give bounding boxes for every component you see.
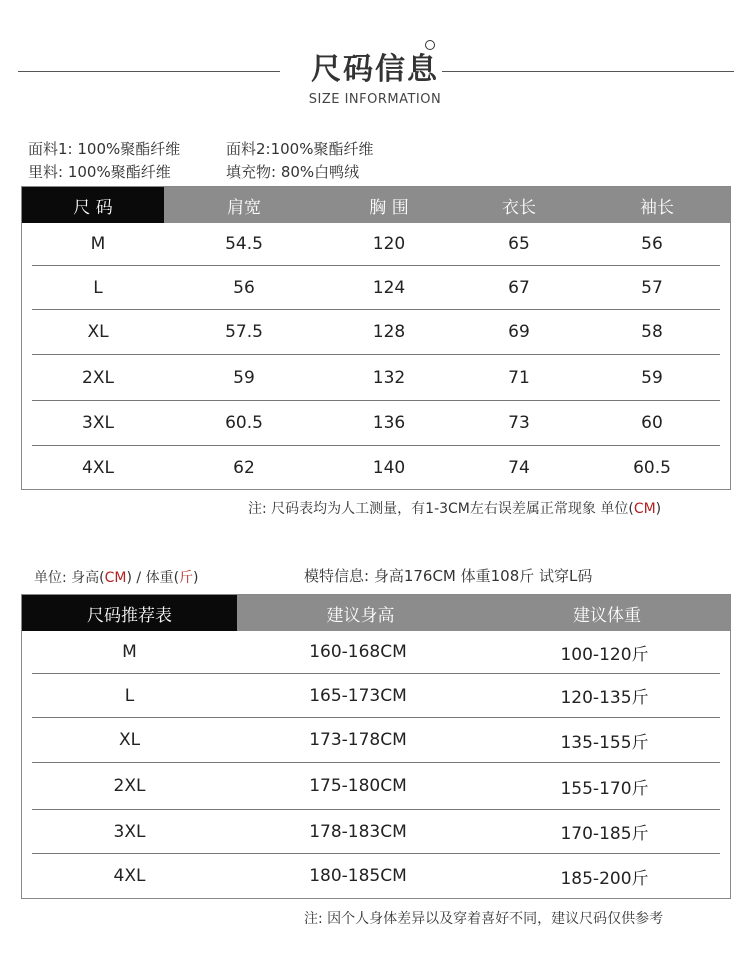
table-row xyxy=(32,266,720,310)
table-cell: 60.5 xyxy=(633,457,671,478)
table-cell: 4XL xyxy=(82,457,114,478)
table-cell: M xyxy=(90,234,106,254)
table-cell: 62 xyxy=(233,457,255,478)
size-table-header xyxy=(22,187,730,223)
table-cell: 71 xyxy=(508,367,530,388)
rec-unit-note xyxy=(34,567,199,587)
lining: 里料: 100%聚酯纤维 xyxy=(28,163,171,181)
table-cell: 165-173CM xyxy=(309,685,407,706)
table-cell: 60.5 xyxy=(225,413,263,433)
rec-unit-c: ) xyxy=(193,570,199,586)
header-shoulder: 肩宽 xyxy=(164,187,324,223)
table-cell: 56 xyxy=(641,234,663,254)
table-cell: 58 xyxy=(641,322,663,342)
table-cell: 140 xyxy=(372,457,406,478)
table-cell: 60 xyxy=(641,413,663,433)
table-cell: 56 xyxy=(233,277,255,298)
rec-table xyxy=(21,594,731,899)
degree-circle-icon xyxy=(425,40,435,50)
table-cell: 74 xyxy=(508,457,530,478)
table-row xyxy=(32,810,720,854)
table-cell: 185-200斤 xyxy=(560,868,649,889)
rec-unit-cm: CM xyxy=(104,570,127,586)
filling: 填充物: 80%白鸭绒 xyxy=(226,163,360,181)
table-row xyxy=(32,718,720,763)
table-cell: 73 xyxy=(508,413,530,433)
table-cell: 65 xyxy=(508,234,530,254)
table-row xyxy=(32,674,720,718)
size-note-end: ) xyxy=(655,501,662,517)
fabric-2: 面料2:100%聚酯纤维 xyxy=(226,140,374,158)
table-row xyxy=(32,446,720,489)
table-cell: 100-120斤 xyxy=(560,644,649,665)
table-cell: 173-178CM xyxy=(309,730,407,750)
table-cell: XL xyxy=(118,730,141,750)
rec-unit-b: ) / 体重( xyxy=(126,570,180,586)
table-cell: XL xyxy=(87,322,109,342)
table-cell: 4XL xyxy=(113,866,146,886)
rec-unit-jin: 斤 xyxy=(179,570,194,586)
header-rec-size: 尺码推荐表 xyxy=(22,595,237,631)
size-table xyxy=(21,186,731,490)
table-cell: 67 xyxy=(508,277,530,298)
header-chest: 胸 围 xyxy=(324,187,454,223)
table-cell: L xyxy=(93,277,103,298)
size-table-note xyxy=(248,498,661,518)
table-cell: 170-185斤 xyxy=(560,824,649,844)
table-row xyxy=(32,355,720,401)
table-cell: 59 xyxy=(233,367,255,388)
table-cell: L xyxy=(124,685,135,706)
page-title: 尺码信息 xyxy=(311,52,439,87)
table-cell: 54.5 xyxy=(225,234,263,254)
table-row xyxy=(32,223,720,266)
rec-table-header xyxy=(22,595,730,631)
table-cell: 136 xyxy=(372,413,406,433)
table-cell: 128 xyxy=(372,322,406,342)
table-cell: M xyxy=(122,642,137,662)
table-cell: 59 xyxy=(641,367,663,388)
model-info: 模特信息: 身高176CM 体重108斤 试穿L码 xyxy=(304,567,593,585)
size-note-unit: CM xyxy=(633,501,656,517)
header-rec-weight: 建议体重 xyxy=(484,595,730,631)
table-cell: 178-183CM xyxy=(309,821,407,842)
table-row xyxy=(32,763,720,810)
header-sleeve: 袖长 xyxy=(584,187,730,223)
header-size: 尺 码 xyxy=(22,187,164,223)
table-cell: 3XL xyxy=(82,413,114,433)
table-cell: 155-170斤 xyxy=(560,778,649,799)
table-cell: 57.5 xyxy=(225,322,263,342)
table-row xyxy=(32,854,720,898)
size-note-text: 注: 尺码表均为人工测量，有1-3CM左右误差属正常现象 单位( xyxy=(248,501,634,517)
header-rec-height: 建议身高 xyxy=(237,595,484,631)
table-row xyxy=(32,401,720,446)
rec-table-note: 注: 因个人身体差异以及穿着喜好不同，建议尺码仅供参考 xyxy=(304,911,664,927)
page-subtitle: SIZE INFORMATION xyxy=(308,92,442,107)
table-cell: 69 xyxy=(508,322,530,342)
rec-unit-a: 单位: 身高( xyxy=(34,570,105,586)
header-length: 衣长 xyxy=(454,187,584,223)
table-cell: 175-180CM xyxy=(309,776,407,796)
table-cell: 132 xyxy=(372,367,406,388)
fabric-1: 面料1: 100%聚酯纤维 xyxy=(28,140,181,158)
table-cell: 120 xyxy=(372,234,406,254)
table-row xyxy=(32,631,720,674)
table-cell: 180-185CM xyxy=(309,866,407,886)
table-cell: 135-155斤 xyxy=(560,732,649,753)
table-cell: 57 xyxy=(641,277,663,298)
table-cell: 3XL xyxy=(113,821,146,842)
table-cell: 2XL xyxy=(82,367,114,388)
table-cell: 120-135斤 xyxy=(560,688,649,708)
table-cell: 160-168CM xyxy=(309,642,407,662)
table-cell: 2XL xyxy=(113,776,146,796)
table-cell: 124 xyxy=(372,277,406,298)
table-row xyxy=(32,310,720,355)
